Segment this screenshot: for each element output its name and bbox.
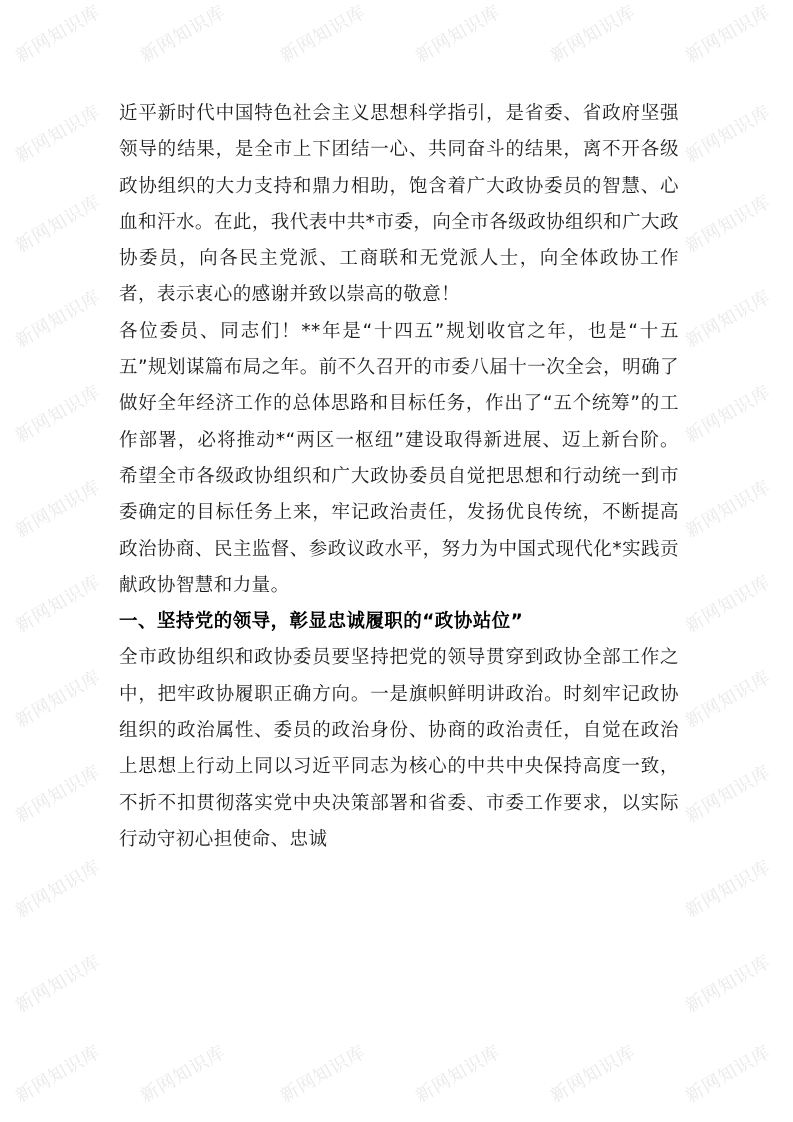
watermark-text: 新网知识库	[681, 666, 775, 733]
watermark-text: 新网知识库	[11, 571, 105, 638]
watermark-text: 新网知识库	[276, 1, 370, 68]
watermark-text: 新网知识库	[681, 101, 775, 168]
watermark-text: 新网知识库	[681, 286, 775, 353]
body-paragraph-1: 近平新时代中国特色社会主义思想科学指引，是省委、省政府坚强领导的结果，是全市上下团结一心、共同奋斗的结果，离不开各级政协组织的大力支持和鼎力相助，饱含着广大政协委员的智慧、心血和汗水。在此，我代表中共*市委，向全市各级政协组织和广大政协委员，向各民主党派、工商联和无党派人士，向全体政协工作者，表示衷心的感谢并致以崇高的敬意！	[119, 103, 679, 306]
watermark-text: 新网知识库	[546, 1, 640, 68]
watermark-text: 新网知识库	[136, 1, 230, 68]
watermark-text: 新网知识库	[681, 856, 775, 923]
watermark-text: 新网知识库	[681, 191, 775, 258]
watermark-text: 新网知识库	[276, 1041, 370, 1108]
watermark-text: 新网知识库	[681, 951, 775, 1018]
watermark-text: 新网知识库	[11, 286, 105, 353]
watermark-text: 新网知识库	[681, 381, 775, 448]
watermark-text: 新网知识库	[11, 761, 105, 828]
watermark-text: 新网知识库	[681, 761, 775, 828]
watermark-text: 新网知识库	[136, 1041, 230, 1108]
watermark-text: 新网知识库	[11, 101, 105, 168]
watermark-text: 新网知识库	[681, 476, 775, 543]
watermark-text: 新网知识库	[11, 666, 105, 733]
watermark-text: 新网知识库	[546, 1041, 640, 1108]
watermark-text: 新网知识库	[11, 856, 105, 923]
watermark-text: 新网知识库	[681, 1041, 775, 1108]
watermark-text: 新网知识库	[11, 381, 105, 448]
watermark-text: 新网知识库	[11, 1, 105, 68]
watermark-text: 新网知识库	[11, 191, 105, 258]
watermark-text: 新网知识库	[11, 476, 105, 543]
watermark-text: 新网知识库	[411, 1041, 505, 1108]
watermark-text: 新网知识库	[411, 1, 505, 68]
section-body-paragraph: 全市政协组织和政协委员要坚持把党的领导贯穿到政协全部工作之中，把牢政协履职正确方向。一是旗帜鲜明讲政治。时刻牢记政协组织的政治属性、委员的政治身份、协商的政治责任，自觉在政治上思想上行动上同以习近平同志为核心的中共中央保持高度一致，不折不扣贯彻落实党中央决策部署和省委、市委工作要求，以实际行动守初心担使命、忠诚	[119, 647, 679, 850]
section-heading: 一、坚持党的领导，彰显忠诚履职的“政协站位”	[119, 611, 524, 633]
watermark-text: 新网知识库	[681, 571, 775, 638]
document-body	[119, 96, 679, 858]
watermark-text: 新网知识库	[11, 1041, 105, 1108]
watermark-text: 新网知识库	[681, 1, 775, 68]
body-paragraph-2: 各位委员、同志们！**年是“十四五”规划收官之年，也是“十五五”规划谋篇布局之年。前不久召开的市委八届十一次全会，明确了做好全年经济工作的总体思路和目标任务，作出了“五个统筹”的工作部署，必将推动*“两区一枢纽”建设取得新进展、迈上新台阶。希望全市各级政协组织和广大政协委员自觉把思想和行动统一到市委确定的目标任务上来，牢记政治责任，发扬优良传统，不断提高政治协商、民主监督、参政议政水平，努力为中国式现代化*实践贡献政协智慧和力量。	[119, 320, 679, 596]
watermark-text: 新网知识库	[11, 951, 105, 1018]
